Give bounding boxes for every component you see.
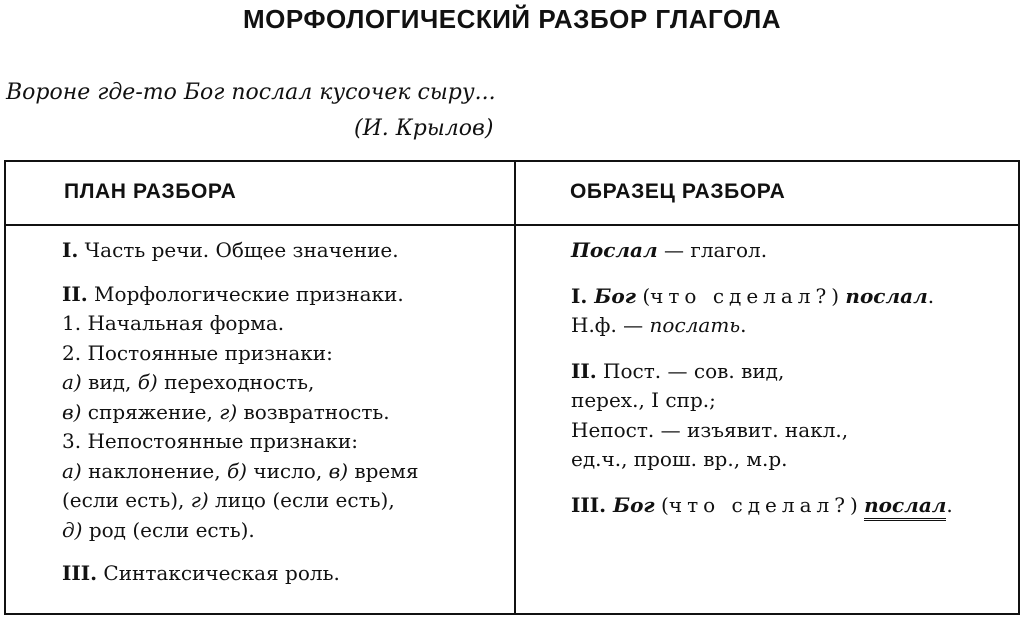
plan-letter-b1: б) [137,370,158,394]
plan-ii-num: II. [62,281,88,306]
sample-i-verb: послал [845,283,928,308]
plan-line-constant-b [62,398,502,428]
sample-nf-value: послать [649,313,741,337]
plan-text-b2: число, [246,458,329,483]
plan-letter-v1: в) [62,399,82,424]
plan-line-variable-b [62,486,502,516]
plan-item-i [62,236,502,266]
plan-text-g2: лицо (если есть), [208,488,395,512]
sample-initial-form [571,311,1011,341]
plan-text-a2: наклонение, [81,458,227,483]
plan-text-g1: возвратность. [237,399,390,424]
sample-iii-verb-predicate: послал [864,493,946,521]
sample-iii-subject: Бог [613,492,655,517]
sample-ii-line1: Пост. — сов. вид, [596,358,785,383]
plan-letter-a2: а) [62,458,82,483]
plan-text-b1: переходность, [157,370,315,394]
plan-i-text: Часть речи. Общее значение. [78,238,399,262]
sample-nf-label: Н.ф. — [571,313,650,337]
plan-letter-d2: д) [62,517,83,542]
sample-item-i [571,282,1011,312]
sample-i-subject: Бог [594,283,636,308]
sample-ii-line4: ед.ч., прош. вр., м.р. [571,447,788,471]
plan-letter-v2: в) [328,458,349,483]
sample-iii-question: что сделал? [668,492,850,517]
plan-line-variable: 3. Непостоянные признаки: [62,429,358,453]
sample-iii-q-open: ( [654,492,669,517]
plan-line-constant-a [62,368,502,398]
plan-header: ПЛАН РАЗБОРА [64,180,237,203]
plan-text-v2: время [348,458,419,483]
sample-i-q-close: ) [831,283,846,308]
analysis-table [4,160,1020,615]
plan-letter-a1: а) [62,370,82,394]
sample-item-iii [571,491,1011,521]
plan-line-initial-form: 1. Начальная форма. [62,311,285,335]
sample-ii-num: II. [571,358,597,383]
epigraph-quote: Вороне где-то Бог послал кусочек сыру... [6,80,496,105]
epigraph-author: (И. Крылов) [354,116,494,141]
sample-i-q-open: ( [635,283,651,308]
plan-i-num: I. [62,238,79,262]
sample-word-rest: — глагол. [657,238,768,262]
plan-line-variable-a [62,457,502,487]
sample-i-num: I. [571,283,595,308]
plan-ii-text: Морфологические признаки. [87,281,404,306]
header-divider [6,224,1018,226]
plan-letter-b2: б) [226,458,247,483]
sample-iii-q-close: ) [849,492,865,517]
column-divider [514,162,516,613]
sample-ii-line2: перех., I спр.; [571,388,716,412]
plan-iii-text: Синтаксическая роль. [97,561,340,585]
plan-text-time-cond: (если есть), [62,488,191,512]
sample-nf-dot: . [740,313,747,337]
page-title: МОРФОЛОГИЧЕСКИЙ РАЗБОР ГЛАГОЛА [242,4,782,34]
sample-part-of-speech [571,236,1011,266]
plan-column [62,236,502,589]
sample-i-dot: . [927,283,935,308]
plan-letter-g2: г) [190,488,209,512]
sample-ii-line3: Непост. — изъявит. накл., [571,417,849,442]
plan-line-constant: 2. Постоянные признаки: [62,340,333,365]
plan-text-d2: род (если есть). [82,517,255,542]
sample-iii-dot: . [946,492,953,517]
plan-letter-g1: г) [219,399,238,424]
sample-item-ii [571,357,1011,387]
sample-i-question: что сделал? [650,283,832,308]
sample-word: Послал [571,238,658,262]
sample-column [571,236,1011,520]
plan-item-ii [62,280,502,310]
plan-text-a1: вид, [81,370,138,394]
sample-iii-num: III. [571,492,613,517]
plan-item-iii [62,559,502,589]
sample-header: ОБРАЗЕЦ РАЗБОРА [570,180,786,203]
plan-line-variable-c [62,516,502,546]
plan-iii-num: III. [62,561,98,585]
plan-text-v1: спряжение, [81,399,220,424]
